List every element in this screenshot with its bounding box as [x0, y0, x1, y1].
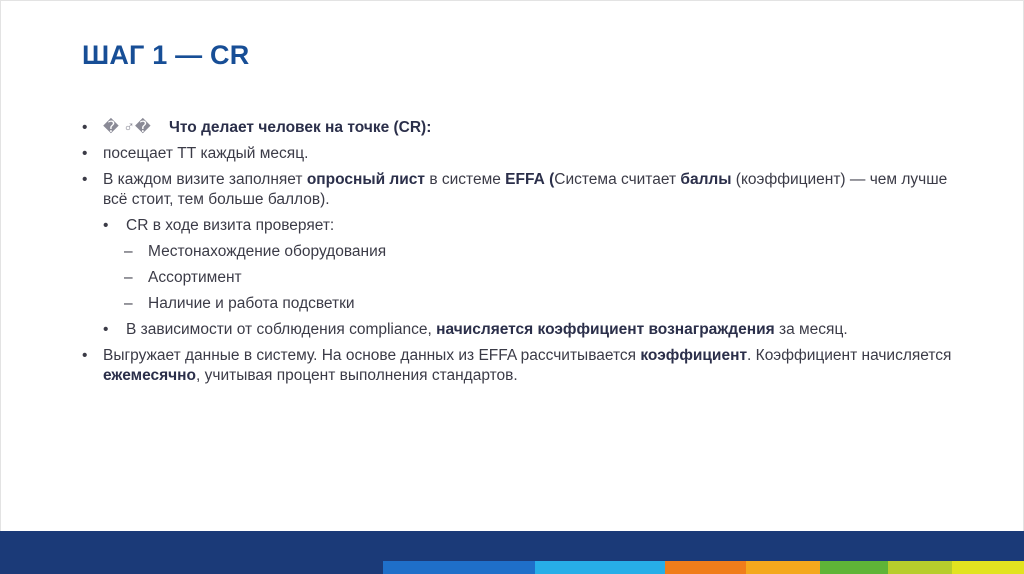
- bullet-text: [148, 243, 386, 260]
- bullet-item: [82, 346, 962, 386]
- bold-text: Что делает человек на точке (CR):: [169, 119, 432, 136]
- footer-stripe: [746, 561, 820, 574]
- slide-content: [82, 118, 962, 392]
- bullet-text: [126, 217, 334, 234]
- text-run: (коэффициент) — чем лучше всё стоит, тем больше баллов).: [103, 171, 948, 208]
- text-run: . Коэффициент начисляется: [747, 347, 952, 364]
- text-run: Местонахождение оборудования: [148, 243, 387, 260]
- bullet-text: [103, 119, 431, 136]
- bold-text: EFFA: [505, 171, 545, 188]
- bullet-dash: –: [124, 269, 133, 286]
- bullet-dot: •: [103, 217, 109, 234]
- bold-text: опросный лист: [306, 171, 426, 188]
- bold-text: начисляется коэффициент вознаграждения: [436, 321, 775, 338]
- footer-stripe: [820, 561, 888, 574]
- footer-stripe: [535, 561, 665, 574]
- bullet-dot: •: [103, 321, 109, 338]
- footer-stripe: [383, 561, 535, 574]
- bullet-item: [82, 170, 962, 210]
- bullet-text: [148, 295, 355, 312]
- text-run: Ассортимент: [148, 269, 242, 286]
- bold-text: коэффициент: [640, 347, 748, 364]
- dash-item: [82, 268, 962, 288]
- sub-bullet-item: [82, 320, 962, 340]
- bullet-text: [126, 321, 848, 338]
- text-run: Выгружает данные в систему. На основе данных из EFFA рассчитывается: [103, 347, 641, 364]
- dash-item: [82, 242, 962, 262]
- bullet-text: [103, 347, 951, 384]
- bullet-dot: •: [82, 145, 88, 162]
- bold-text: ежемесячно: [103, 367, 196, 384]
- bullet-text: [103, 171, 947, 208]
- text-run: Система считает: [554, 171, 681, 188]
- bullet-dot: •: [82, 171, 88, 188]
- text-run: , учитывая процент выполнения стандартов.: [196, 367, 518, 384]
- footer-stripe: [952, 561, 1024, 574]
- text-run: В каждом визите заполняет: [103, 171, 307, 188]
- slide-title: ШАГ 1 — CR: [82, 40, 250, 70]
- text-run: CR в ходе визита проверяет:: [126, 217, 335, 234]
- bullet-item: [82, 118, 962, 138]
- dash-item: [82, 294, 962, 314]
- text-run: Наличие и работа подсветки: [148, 295, 355, 312]
- text-run: посещает ТТ каждый месяц.: [103, 145, 309, 162]
- bold-text: баллы: [680, 171, 732, 188]
- bullet-dot: •: [82, 119, 88, 136]
- footer-stripe: [312, 561, 383, 574]
- bullet-dash: –: [124, 243, 133, 260]
- footer-stripe: [665, 561, 746, 574]
- bullet-text: [103, 145, 308, 162]
- sub-bullet-item: [82, 216, 962, 236]
- text-run: в системе: [425, 171, 506, 188]
- footer-stripe: [888, 561, 952, 574]
- text-run: В зависимости от соблюдения compliance,: [126, 321, 437, 338]
- bullet-dash: –: [124, 295, 133, 312]
- bullet-text: [148, 269, 242, 286]
- bullet-dot: •: [82, 347, 88, 364]
- text-run: � ♂�: [103, 119, 156, 136]
- bold-text: (: [549, 171, 555, 188]
- text-run: за месяц.: [774, 321, 848, 338]
- bullet-item: [82, 144, 962, 164]
